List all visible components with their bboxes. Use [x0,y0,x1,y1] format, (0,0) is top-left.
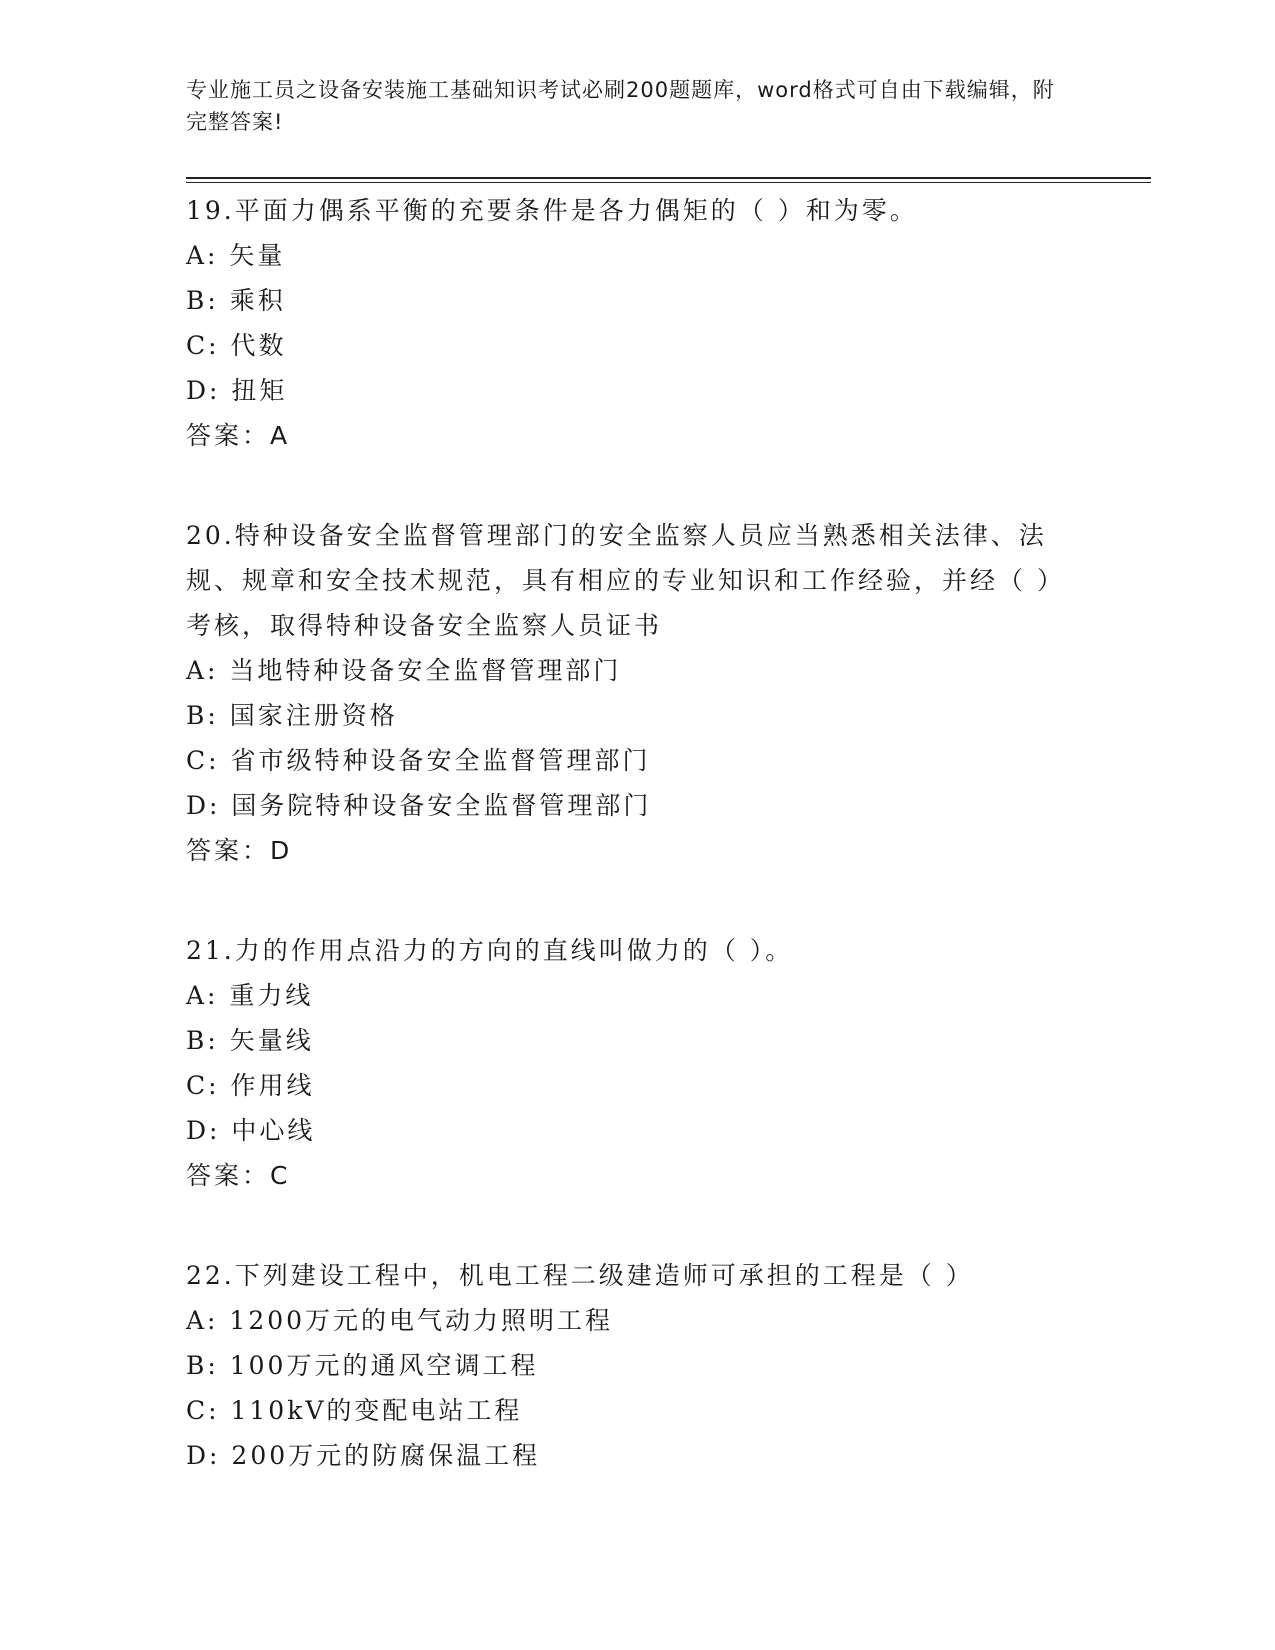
option-d: D: 扭矩 [186,376,288,405]
document-header: 专业施工员之设备安装施工基础知识考试必刷200题题库，word格式可自由下载编辑，附完整答案! [186,78,1055,134]
option-d: D: 200万元的防腐保温工程 [186,1441,541,1470]
header-rule [186,177,1151,179]
question-stem: 20.特种设备安全监督管理部门的安全监察人员应当熟悉相关法律、法规、规章和安全技术规范，具有相应的专业知识和工作经验，并经（ ）考核，取得特种设备安全监察人员证书 [186,521,1065,640]
question-22 [186,1253,1086,1478]
option-b: B: 乘积 [186,286,286,315]
question-21 [186,928,1086,1198]
question-stem: 21.力的作用点沿力的方向的直线叫做力的（ ）。 [186,936,794,965]
option-b: B: 100万元的通风空调工程 [186,1351,539,1380]
question-stem: 22.下列建设工程中，机电工程二级建造师可承担的工程是（ ） [186,1261,974,1290]
question-19 [186,188,1086,458]
option-a: A: 1200万元的电气动力照明工程 [186,1306,614,1335]
option-c: C: 110kV的变配电站工程 [186,1396,523,1425]
option-a: A: 当地特种设备安全监督管理部门 [186,656,622,685]
answer: 答案：A [186,421,291,450]
answer: 答案：D [186,836,293,865]
option-b: B: 矢量线 [186,1026,314,1055]
option-c: C: 作用线 [186,1071,315,1100]
question-list [186,188,1086,1478]
question-stem: 19.平面力偶系平衡的充要条件是各力偶矩的（ ）和为零。 [186,196,918,225]
header-rule-thin [186,182,1151,183]
option-c: C: 省市级特种设备安全监督管理部门 [186,746,651,775]
question-20 [186,513,1086,873]
option-a: A: 重力线 [186,981,314,1010]
option-b: B: 国家注册资格 [186,701,398,730]
option-a: A: 矢量 [186,241,286,270]
option-d: D: 国务院特种设备安全监督管理部门 [186,791,652,820]
option-c: C: 代数 [186,331,287,360]
option-d: D: 中心线 [186,1116,316,1145]
answer: 答案：C [186,1161,291,1190]
